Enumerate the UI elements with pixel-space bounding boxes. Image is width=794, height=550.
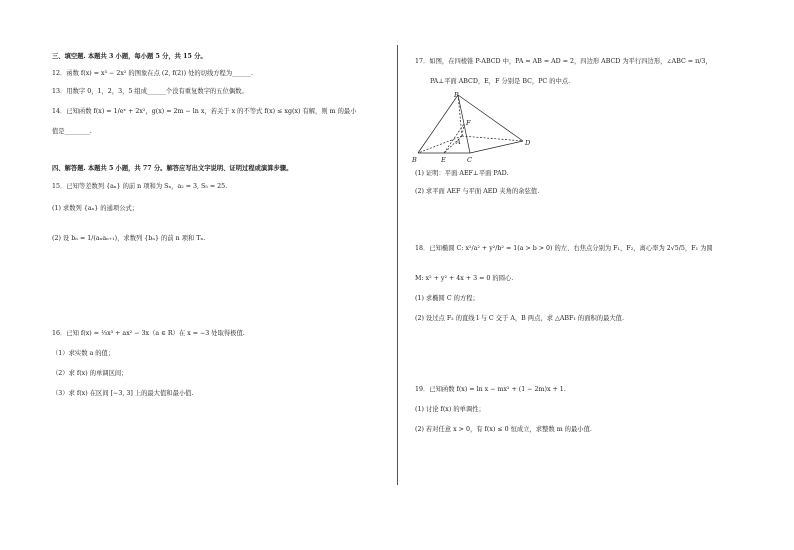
label-d: D [525, 139, 531, 147]
question-14-line2: 值是________. [52, 128, 92, 135]
label-e: E [441, 156, 446, 164]
pyramid-figure [410, 92, 550, 168]
edge-pd [458, 95, 523, 141]
question-12: 12．函数 f(x) = x³ − 2x² 的图象在点 (2, f(2)) 处的切线方程为______. [52, 70, 254, 77]
label-a: A [456, 138, 461, 146]
question-18-part1: (1) 求椭圆 C 的方程； [415, 295, 479, 302]
question-16-part2: （2）求 f(x) 的单调区间； [52, 370, 128, 377]
question-19: 19．已知函数 f(x) = ln x − mx² + (1 − 2m)x + 1. [415, 386, 566, 393]
label-c: C [467, 156, 472, 164]
edge-cd [470, 141, 523, 153]
edge-pb [418, 95, 458, 153]
question-19-part2: (2) 若对任意 x > 0，有 f(x) ≤ 0 恒成立，求整数 m 的最小值. [415, 426, 592, 433]
question-13: 13．用数字 0，1，2，3，5 组成______个没有重复数字的五位偶数。 [52, 88, 248, 95]
question-17-line1: 17．如图，在四棱锥 P-ABCD 中，PA = AB = AD = 2，四边形 ABCD 为平行四边形，∠ABC = π/3， [415, 58, 712, 65]
question-16-part3: （3）求 f(x) 在区间 [−3, 3] 上的最大值和最小值. [52, 390, 194, 397]
question-15-part1: (1) 求数列 {aₙ} 的通项公式； [52, 205, 139, 212]
column-divider [397, 45, 398, 485]
question-18-line2: M: x² + y² + 4x + 3 = 0 的圆心. [415, 275, 514, 282]
edge-pa [458, 95, 462, 136]
question-19-part1: (1) 讨论 f(x) 的单调性； [415, 406, 485, 413]
label-f: F [466, 119, 471, 127]
question-17-part2: (2) 求平面 AEF 与平面 AED 夹角的余弦值. [415, 188, 540, 195]
section-3-heading: 三、填空题. 本题共 3 小题，每小题 5 分，共 15 分。 [52, 53, 207, 60]
question-17-part1: (1) 证明：平面 AEF⊥平面 PAD. [415, 170, 509, 177]
question-16-part1: （1）求实数 a 的值； [52, 350, 115, 357]
question-14-line1: 14．已知函数 f(x) = 1/eˣ + 2x²，g(x) = 2m − ln x，若关于 x 的不等式 f(x) ≤ xg(x) 有解，则 m 的最小 [52, 108, 357, 115]
section-4-heading: 四、解答题. 本题共 5 小题，共 77 分。解答应写出文字说明、证明过程或演算步骤。 [52, 165, 293, 172]
question-15-part2: (2) 设 bₙ = 1/(aₙaₙ₊₁)，求数列 {bₙ} 的前 n 项和 Tₙ. [52, 235, 206, 242]
question-15: 15．已知等差数列 {aₙ} 的前 n 项和为 Sₙ，a₂ = 3, S₅ = 25. [52, 183, 228, 190]
label-p: P [454, 92, 459, 99]
question-16: 16．已知 f(x) = ⅓x³ + ax² − 3x（a ∈ R）在 x = −3 处取得极值. [52, 330, 245, 337]
label-b: B [412, 156, 417, 164]
question-17-line2: PA⊥平面 ABCD，E，F 分别是 BC，PC 的中点. [430, 78, 571, 85]
question-18-part2: (2) 设过点 F₂ 的直线 l 与 C 交于 A，B 两点，求 △ABF₁ 的面积的最大值. [415, 315, 624, 322]
edge-ef [444, 124, 464, 153]
question-18-line1: 18．已知椭圆 C: x²/a² + y²/b² = 1(a > b > 0) 的左、右焦点分别为 F₁，F₂，离心率为 2√5/5，F₁ 为圆 [415, 245, 713, 252]
edge-ad [462, 136, 523, 141]
